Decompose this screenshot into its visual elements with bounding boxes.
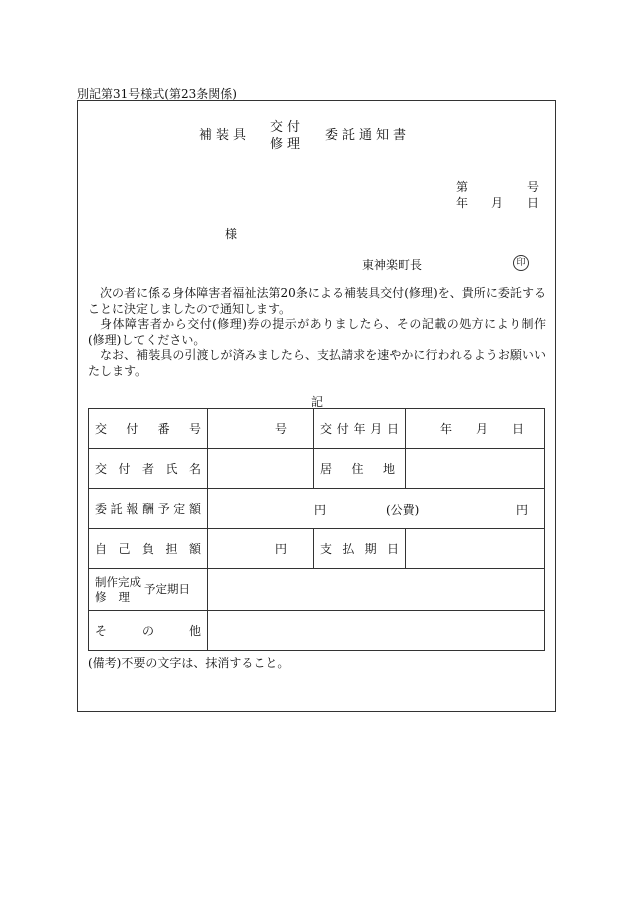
label-char: 酬 bbox=[141, 502, 154, 516]
label-completion bbox=[89, 569, 208, 611]
number-prefix: 第 bbox=[456, 180, 469, 194]
completion-line-c: 予定期日 bbox=[144, 582, 190, 596]
label-char: 月 bbox=[370, 422, 383, 436]
cell-payment-date[interactable] bbox=[406, 529, 545, 569]
label-char: 報 bbox=[126, 502, 139, 516]
label-char: 番 bbox=[157, 422, 170, 436]
label-other bbox=[89, 611, 208, 651]
public-expense-yen: 円 bbox=[515, 502, 528, 517]
label-char: 付 bbox=[118, 462, 131, 476]
label-delivery-number bbox=[89, 409, 208, 449]
title-right: 委託通知書 bbox=[325, 128, 411, 143]
label-char: 委 bbox=[95, 502, 108, 516]
cell-self-pay[interactable] bbox=[208, 529, 314, 569]
label-fee bbox=[89, 489, 208, 529]
label-char: 定 bbox=[173, 502, 186, 516]
date-day: 日 bbox=[527, 196, 540, 210]
label-char: 期 bbox=[364, 542, 377, 556]
cell-other[interactable] bbox=[208, 611, 545, 651]
completion-line-b: 修理 bbox=[95, 589, 142, 604]
completion-line-a: 制作完成 bbox=[95, 574, 141, 589]
label-char: 住 bbox=[351, 462, 364, 476]
issuer: 東神楽町長 bbox=[362, 258, 423, 272]
label-char: 日 bbox=[386, 422, 399, 436]
body-paragraph-2: 身体障害者から交付(修理)券の提示がありましたら、その記載の処方により制作(修理)してください。 bbox=[88, 317, 546, 347]
label-char: 他 bbox=[188, 624, 201, 638]
label-char: 付 bbox=[126, 422, 139, 436]
go-label: 号 bbox=[274, 422, 287, 436]
date-month: 月 bbox=[491, 196, 504, 210]
label-char: 交 bbox=[95, 462, 108, 476]
title-option-top: 交付 bbox=[270, 120, 305, 135]
label-char: 付 bbox=[336, 422, 349, 436]
label-char: 居 bbox=[320, 462, 333, 476]
label-delivery-date bbox=[314, 409, 406, 449]
ki-heading: 記 bbox=[311, 395, 324, 409]
fee-yen: 円 bbox=[314, 502, 327, 517]
label-char: 氏 bbox=[165, 462, 178, 476]
details-table bbox=[88, 408, 545, 651]
cell-recipient-name[interactable] bbox=[208, 449, 314, 489]
label-self-pay bbox=[89, 529, 208, 569]
body-text bbox=[88, 286, 546, 379]
label-char: の bbox=[141, 624, 154, 638]
title-left: 補装具 bbox=[199, 128, 251, 143]
label-payment-date bbox=[314, 529, 406, 569]
label-char: 日 bbox=[386, 542, 399, 556]
label-recipient-name bbox=[89, 449, 208, 489]
title-option-bottom: 修理 bbox=[270, 137, 305, 152]
public-expense-label: (公費) bbox=[386, 502, 420, 517]
date-year: 年 bbox=[456, 196, 469, 210]
label-char: 名 bbox=[188, 462, 201, 476]
label-char: 自 bbox=[95, 542, 108, 556]
cell-delivery-number[interactable] bbox=[208, 409, 314, 449]
label-address bbox=[314, 449, 406, 489]
seal-icon: 印 bbox=[513, 255, 529, 271]
label-char: 託 bbox=[110, 502, 123, 516]
label-char: そ bbox=[95, 624, 108, 638]
note: (備考)不要の文字は、抹消すること。 bbox=[88, 656, 290, 670]
label-char: 予 bbox=[157, 502, 170, 516]
cell-date-year: 年 bbox=[439, 422, 452, 436]
label-char: 号 bbox=[188, 422, 201, 436]
cell-date-month: 月 bbox=[475, 422, 488, 436]
cell-fee[interactable] bbox=[208, 489, 545, 529]
label-char: 交 bbox=[320, 422, 333, 436]
label-char: 額 bbox=[188, 502, 201, 516]
label-char: 負 bbox=[141, 542, 154, 556]
label-char: 額 bbox=[188, 542, 201, 556]
label-char: 支 bbox=[320, 542, 333, 556]
body-paragraph-3: なお、補装具の引渡しが済みましたら、支払請求を速やかに行われるようお願いいたします。 bbox=[88, 348, 546, 378]
addressee-suffix: 様 bbox=[225, 227, 238, 241]
cell-delivery-date[interactable] bbox=[406, 409, 545, 449]
cell-address[interactable] bbox=[406, 449, 545, 489]
form-label: 別記第31号様式(第23条関係) bbox=[77, 87, 237, 101]
label-char: 年 bbox=[353, 422, 366, 436]
label-char: 地 bbox=[382, 462, 395, 476]
label-char: 交 bbox=[95, 422, 108, 436]
label-char: 者 bbox=[141, 462, 154, 476]
label-char: 担 bbox=[165, 542, 178, 556]
cell-date-day: 日 bbox=[511, 422, 524, 436]
body-paragraph-1: 次の者に係る身体障害者福祉法第20条による補装具交付(修理)を、貴所に委託することに決定しましたので通知します。 bbox=[88, 286, 546, 316]
cell-completion[interactable] bbox=[208, 569, 545, 611]
label-char: 払 bbox=[342, 542, 355, 556]
self-pay-yen: 円 bbox=[274, 542, 287, 556]
number-suffix: 号 bbox=[527, 180, 540, 194]
label-char: 己 bbox=[118, 542, 131, 556]
